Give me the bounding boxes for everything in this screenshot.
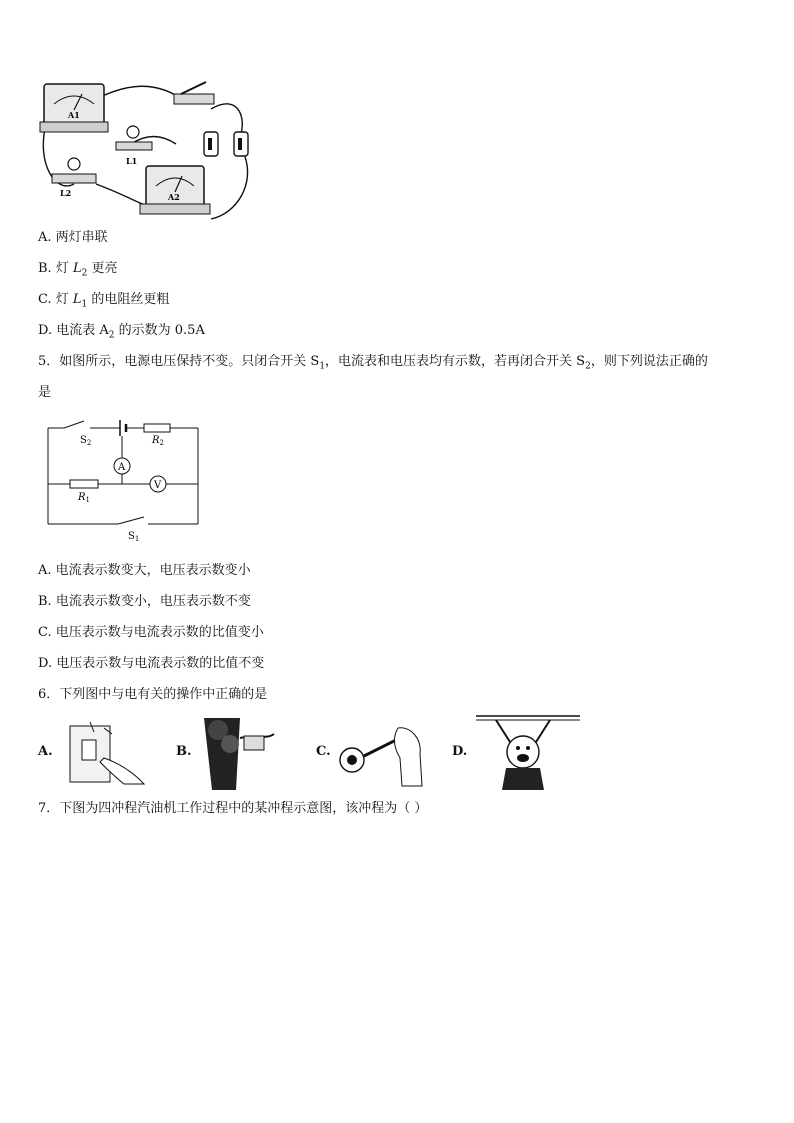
svg-text:V: V — [154, 480, 162, 491]
q4-option-b: B. 灯 $L_2$ 更亮 — [38, 261, 118, 279]
bulb-l2-icon — [52, 158, 96, 198]
ammeter-symbol — [114, 458, 130, 474]
q6-image-d-hanging-person — [476, 712, 582, 790]
q4-option-a: A. 两灯串联 — [38, 230, 108, 245]
q4-option-c: C. 灯 $L_1$ 的电阻丝更粗 — [38, 292, 170, 310]
q5-circuit-diagram — [40, 418, 210, 542]
battery-icon — [204, 132, 248, 156]
q6-label-b: B. — [176, 744, 192, 759]
switch-s2-label: $S_2$ — [80, 435, 92, 447]
q6-label-c: C. — [316, 744, 331, 759]
switch-s1-label: $S_1$ — [128, 531, 140, 542]
resistor-r1-symbol — [70, 480, 98, 488]
resistor-r2-label: $R_2$ — [152, 435, 164, 447]
switch-icon — [174, 82, 214, 104]
q5-option-a: A. 电流表示数变大，电压表示数变小 — [38, 563, 251, 578]
ammeter-a1-icon — [40, 84, 108, 132]
q5-option-d: D. 电压表示数与电流表示数的比值不变 — [38, 656, 265, 671]
q6-image-b-tree-wire — [200, 714, 276, 790]
q6-image-a-switch-hand — [64, 718, 148, 788]
q6-stem: 6．下列图中与电有关的操作中正确的是 — [38, 687, 268, 702]
q5-option-c: C. 电压表示数与电流表示数的比值变小 — [38, 625, 264, 640]
bulb-l2-label: L2 — [60, 188, 72, 198]
q5-option-b: B. 电流表示数变小，电压表示数不变 — [38, 594, 251, 609]
voltmeter-symbol — [150, 476, 166, 492]
q6-image-c-test-pen — [338, 718, 428, 788]
q4-circuit-figure — [36, 74, 266, 220]
q4-option-d: D. 电流表 $A_2$ 的示数为 0.5A — [38, 323, 205, 341]
bulb-l1-label: L1 — [126, 156, 138, 166]
ammeter-a2-icon — [140, 166, 210, 214]
bulb-l1-icon — [116, 126, 152, 166]
q6-label-d: D. — [452, 744, 468, 759]
ammeter-a2-label: A2 — [168, 192, 180, 202]
resistor-r1-label: $R_1$ — [78, 492, 90, 504]
q5-stem-cont: 是 — [38, 385, 52, 400]
svg-text:A: A — [118, 462, 126, 473]
q5-stem: 5．如图所示，电源电压保持不变。只闭合开关 $S_1$，电流表和电压表均有示数，若再闭合开关 $S_2$，则下列说法正确的 — [38, 354, 708, 372]
ammeter-a1-label: A1 — [68, 110, 80, 120]
q7-stem: 7．下图为四冲程汽油机工作过程中的某冲程示意图，该冲程为（ ） — [38, 801, 428, 816]
battery-symbol — [120, 420, 126, 436]
resistor-r2-symbol — [144, 424, 170, 432]
q6-label-a: A. — [38, 744, 53, 759]
